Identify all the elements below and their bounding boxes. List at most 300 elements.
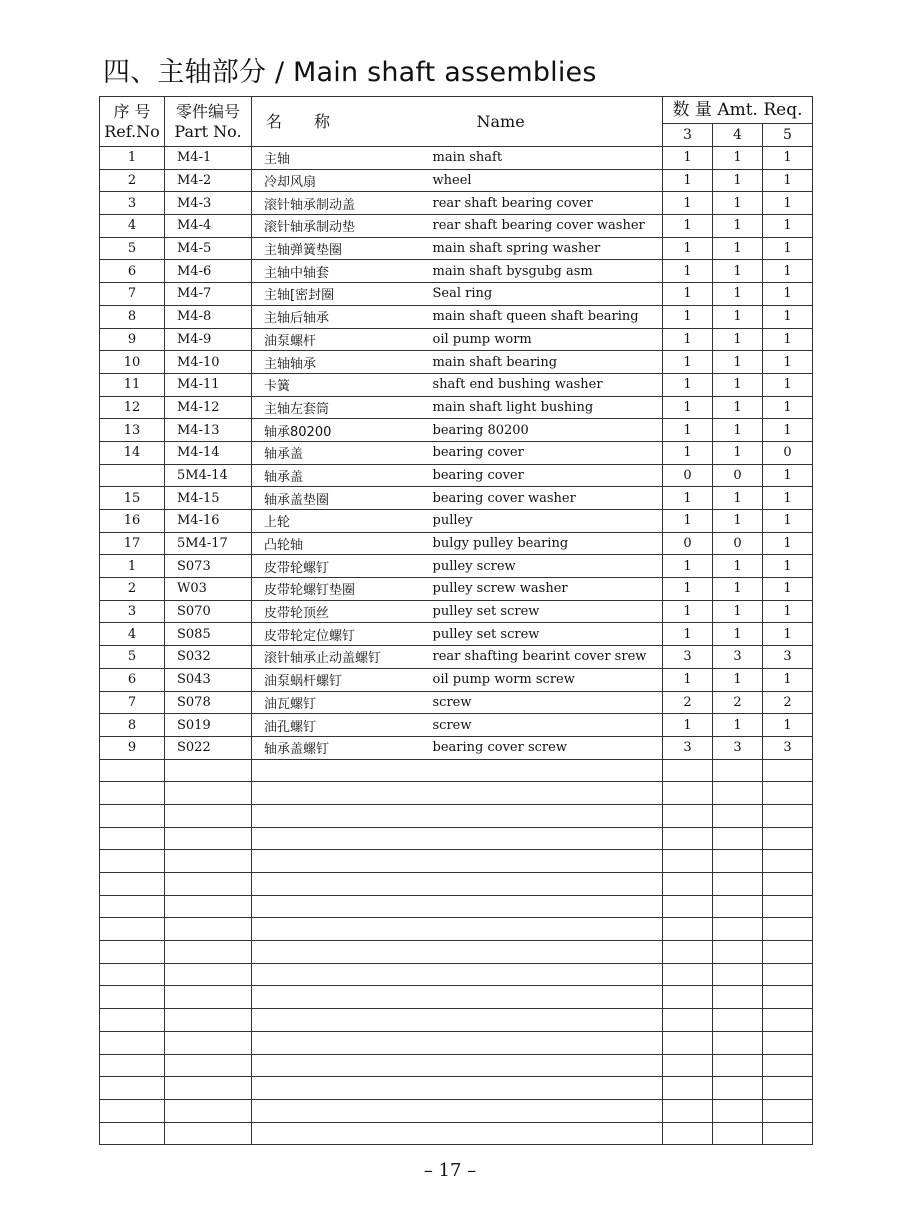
- qty-4-cell: 3: [713, 736, 763, 759]
- name-cn-cell: 滚针轴承制动垫: [252, 215, 427, 238]
- qty-4-cell: [713, 986, 763, 1009]
- ref-no-cell: [100, 963, 165, 986]
- qty-5-cell: [763, 1031, 813, 1054]
- part-no-cell: [165, 804, 252, 827]
- qty-5-cell: 3: [763, 646, 813, 669]
- qty-5-cell: 1: [763, 396, 813, 419]
- qty-5-cell: 1: [763, 668, 813, 691]
- qty-4-cell: [713, 759, 763, 782]
- part-no-cell: S070: [165, 600, 252, 623]
- ref-no-cell: [100, 759, 165, 782]
- qty-4-cell: [713, 1099, 763, 1122]
- qty-5-cell: 1: [763, 578, 813, 601]
- name-en-cell: bearing cover screw: [427, 736, 663, 759]
- ref-no-cell: [100, 464, 165, 487]
- name-cn-cell: [252, 941, 427, 964]
- qty-3-cell: 1: [663, 305, 713, 328]
- qty-4-cell: [713, 850, 763, 873]
- qty-col-header-5: 5: [763, 124, 813, 147]
- name-en-cell: main shaft bysgubg asm: [427, 260, 663, 283]
- name-cn-cell: [252, 1009, 427, 1032]
- part-no-cell: [165, 873, 252, 896]
- part-no-cell: [165, 827, 252, 850]
- qty-4-cell: [713, 895, 763, 918]
- ref-no-cell: 2: [100, 169, 165, 192]
- ref-no-header: [100, 97, 165, 147]
- part-no-cell: [165, 941, 252, 964]
- name-cn-cell: [252, 759, 427, 782]
- name-cn-cell: [252, 986, 427, 1009]
- part-no-cell: M4-15: [165, 487, 252, 510]
- name-cn-cell: 油泵螺杆: [252, 328, 427, 351]
- qty-5-cell: 1: [763, 260, 813, 283]
- ref-no-cell: 8: [100, 714, 165, 737]
- qty-3-cell: [663, 963, 713, 986]
- qty-5-cell: [763, 1054, 813, 1077]
- name-cn-cell: 油泵蜗杆螺钉: [252, 668, 427, 691]
- qty-5-cell: 1: [763, 464, 813, 487]
- qty-4-cell: 1: [713, 237, 763, 260]
- ref-no-cell: 6: [100, 668, 165, 691]
- part-no-cell: M4-13: [165, 419, 252, 442]
- part-no-cell: [165, 782, 252, 805]
- name-cn-header: 名 称: [252, 97, 427, 147]
- qty-5-cell: 1: [763, 237, 813, 260]
- ref-no-cell: [100, 804, 165, 827]
- qty-3-cell: [663, 1009, 713, 1032]
- qty-5-cell: [763, 1122, 813, 1145]
- empty-table-row: [100, 804, 813, 827]
- name-en-cell: [427, 827, 663, 850]
- ref-no-cell: 3: [100, 192, 165, 215]
- table-row: [100, 419, 813, 442]
- table-row: [100, 623, 813, 646]
- name-cn-cell: 皮带轮定位螺钉: [252, 623, 427, 646]
- qty-4-cell: 1: [713, 215, 763, 238]
- qty-3-cell: 1: [663, 215, 713, 238]
- qty-3-cell: 1: [663, 237, 713, 260]
- qty-3-cell: 3: [663, 646, 713, 669]
- part-no-cell: [165, 986, 252, 1009]
- qty-3-cell: 2: [663, 691, 713, 714]
- name-en-cell: [427, 1009, 663, 1032]
- name-en-cell: main shaft bearing: [427, 351, 663, 374]
- empty-table-row: [100, 1099, 813, 1122]
- part-no-header-en: Part No.: [174, 121, 242, 141]
- empty-table-row: [100, 850, 813, 873]
- ref-no-cell: [100, 986, 165, 1009]
- qty-3-cell: 1: [663, 578, 713, 601]
- qty-3-cell: 1: [663, 714, 713, 737]
- ref-no-cell: [100, 1031, 165, 1054]
- name-en-cell: screw: [427, 714, 663, 737]
- ref-no-cell: [100, 895, 165, 918]
- name-en-cell: rear shaft bearing cover washer: [427, 215, 663, 238]
- ref-no-cell: 11: [100, 373, 165, 396]
- empty-table-row: [100, 1009, 813, 1032]
- qty-3-cell: 1: [663, 623, 713, 646]
- table-row: [100, 555, 813, 578]
- name-cn-cell: 主轴弹簧垫圈: [252, 237, 427, 260]
- ref-no-header-cn: 序 号: [113, 101, 151, 121]
- name-cn-cell: [252, 918, 427, 941]
- name-en-cell: [427, 782, 663, 805]
- qty-5-cell: 1: [763, 283, 813, 306]
- name-en-cell: pulley: [427, 510, 663, 533]
- part-no-cell: M4-7: [165, 283, 252, 306]
- name-en-cell: bearing cover: [427, 441, 663, 464]
- part-no-cell: M4-9: [165, 328, 252, 351]
- name-cn-cell: [252, 782, 427, 805]
- empty-table-row: [100, 1031, 813, 1054]
- part-no-cell: M4-12: [165, 396, 252, 419]
- qty-5-cell: [763, 1077, 813, 1100]
- name-cn-cell: 滚针轴承止动盖螺钉: [252, 646, 427, 669]
- qty-5-cell: [763, 941, 813, 964]
- name-cn-cell: 滚针轴承制动盖: [252, 192, 427, 215]
- qty-4-cell: 2: [713, 691, 763, 714]
- name-cn-cell: 皮带轮螺钉: [252, 555, 427, 578]
- part-no-cell: 5M4-14: [165, 464, 252, 487]
- ref-no-cell: 9: [100, 736, 165, 759]
- name-en-cell: [427, 1099, 663, 1122]
- part-no-header: [165, 97, 252, 147]
- qty-5-cell: [763, 986, 813, 1009]
- name-en-cell: bearing 80200: [427, 419, 663, 442]
- name-cn-cell: 主轴中轴套: [252, 260, 427, 283]
- name-en-cell: [427, 1031, 663, 1054]
- qty-col-header-4: 4: [713, 124, 763, 147]
- ref-no-cell: 6: [100, 260, 165, 283]
- qty-5-cell: [763, 1099, 813, 1122]
- part-no-cell: S073: [165, 555, 252, 578]
- part-no-cell: [165, 1122, 252, 1145]
- name-cn-cell: 轴承盖垫圈: [252, 487, 427, 510]
- ref-no-cell: [100, 782, 165, 805]
- qty-3-cell: 3: [663, 736, 713, 759]
- qty-3-cell: [663, 827, 713, 850]
- part-no-cell: S022: [165, 736, 252, 759]
- table-row: [100, 646, 813, 669]
- name-en-cell: [427, 963, 663, 986]
- part-no-cell: M4-6: [165, 260, 252, 283]
- qty-5-cell: 1: [763, 714, 813, 737]
- table-row: [100, 668, 813, 691]
- qty-3-cell: [663, 1099, 713, 1122]
- ref-no-cell: 4: [100, 623, 165, 646]
- name-cn-cell: 轴承盖: [252, 441, 427, 464]
- name-cn-cell: 油孔螺钉: [252, 714, 427, 737]
- ref-no-cell: 14: [100, 441, 165, 464]
- table-row: [100, 351, 813, 374]
- ref-no-cell: [100, 1099, 165, 1122]
- qty-4-cell: 1: [713, 510, 763, 533]
- qty-5-cell: 2: [763, 691, 813, 714]
- table-row: [100, 192, 813, 215]
- name-en-cell: [427, 1054, 663, 1077]
- qty-3-cell: 1: [663, 487, 713, 510]
- qty-3-cell: 1: [663, 328, 713, 351]
- qty-4-cell: 1: [713, 192, 763, 215]
- name-cn-cell: 上轮: [252, 510, 427, 533]
- qty-3-cell: 1: [663, 441, 713, 464]
- name-cn-cell: 轴承盖: [252, 464, 427, 487]
- table-row: [100, 441, 813, 464]
- part-no-cell: M4-1: [165, 147, 252, 170]
- name-en-cell: wheel: [427, 169, 663, 192]
- table-row: [100, 260, 813, 283]
- name-cn-cell: [252, 850, 427, 873]
- qty-5-cell: 1: [763, 510, 813, 533]
- empty-table-row: [100, 963, 813, 986]
- name-en-cell: main shaft spring washer: [427, 237, 663, 260]
- part-no-header-cn: 零件编号: [175, 101, 240, 121]
- qty-3-cell: 1: [663, 260, 713, 283]
- table-row: [100, 464, 813, 487]
- part-no-cell: W03: [165, 578, 252, 601]
- name-cn-cell: 主轴左套筒: [252, 396, 427, 419]
- qty-4-cell: 1: [713, 328, 763, 351]
- qty-5-cell: [763, 850, 813, 873]
- qty-3-cell: [663, 941, 713, 964]
- name-en-header: Name: [427, 97, 663, 147]
- qty-4-cell: [713, 918, 763, 941]
- ref-no-cell: 16: [100, 510, 165, 533]
- qty-4-cell: 1: [713, 351, 763, 374]
- name-cn-cell: [252, 1077, 427, 1100]
- qty-4-cell: [713, 1077, 763, 1100]
- table-row: [100, 532, 813, 555]
- name-en-cell: main shaft light bushing: [427, 396, 663, 419]
- qty-5-cell: [763, 804, 813, 827]
- qty-4-cell: [713, 1031, 763, 1054]
- qty-3-cell: [663, 1077, 713, 1100]
- part-no-cell: M4-8: [165, 305, 252, 328]
- name-en-cell: [427, 759, 663, 782]
- part-no-cell: [165, 895, 252, 918]
- parts-table: [99, 96, 813, 1145]
- table-row: [100, 578, 813, 601]
- page-number: – 17 –: [423, 1160, 477, 1181]
- ref-no-cell: 8: [100, 305, 165, 328]
- name-cn-cell: [252, 895, 427, 918]
- part-no-cell: [165, 759, 252, 782]
- qty-4-cell: 1: [713, 283, 763, 306]
- qty-4-cell: 1: [713, 260, 763, 283]
- ref-no-cell: [100, 1009, 165, 1032]
- ref-no-cell: [100, 850, 165, 873]
- part-no-cell: S019: [165, 714, 252, 737]
- empty-table-row: [100, 986, 813, 1009]
- ref-no-cell: [100, 918, 165, 941]
- table-row: [100, 396, 813, 419]
- table-row: [100, 373, 813, 396]
- qty-5-cell: [763, 918, 813, 941]
- empty-table-row: [100, 759, 813, 782]
- qty-3-cell: [663, 918, 713, 941]
- qty-3-cell: 1: [663, 147, 713, 170]
- part-no-cell: M4-16: [165, 510, 252, 533]
- name-en-cell: [427, 873, 663, 896]
- qty-3-cell: [663, 804, 713, 827]
- empty-table-row: [100, 895, 813, 918]
- qty-5-cell: [763, 895, 813, 918]
- name-cn-cell: [252, 1031, 427, 1054]
- name-en-cell: [427, 804, 663, 827]
- part-no-cell: M4-2: [165, 169, 252, 192]
- qty-3-cell: [663, 895, 713, 918]
- table-row: [100, 283, 813, 306]
- part-no-cell: [165, 1099, 252, 1122]
- qty-4-cell: 1: [713, 147, 763, 170]
- table-row: [100, 305, 813, 328]
- part-no-cell: [165, 850, 252, 873]
- qty-5-cell: [763, 873, 813, 896]
- ref-no-header-en: Ref.No: [104, 121, 160, 141]
- empty-table-row: [100, 1054, 813, 1077]
- ref-no-cell: 4: [100, 215, 165, 238]
- qty-3-cell: 1: [663, 192, 713, 215]
- part-no-cell: [165, 1077, 252, 1100]
- ref-no-cell: 7: [100, 283, 165, 306]
- qty-4-cell: 0: [713, 532, 763, 555]
- name-cn-cell: [252, 1122, 427, 1145]
- qty-5-cell: 1: [763, 215, 813, 238]
- name-en-cell: [427, 1122, 663, 1145]
- qty-3-cell: 1: [663, 373, 713, 396]
- name-cn-cell: 主轴轴承: [252, 351, 427, 374]
- qty-4-cell: [713, 1009, 763, 1032]
- ref-no-cell: [100, 1077, 165, 1100]
- qty-5-cell: 1: [763, 305, 813, 328]
- qty-5-cell: 1: [763, 555, 813, 578]
- qty-5-cell: 0: [763, 441, 813, 464]
- parts-table-body: [100, 147, 813, 1145]
- name-cn-cell: [252, 804, 427, 827]
- qty-3-cell: 1: [663, 396, 713, 419]
- name-en-cell: bearing cover washer: [427, 487, 663, 510]
- name-en-cell: oil pump worm screw: [427, 668, 663, 691]
- name-cn-cell: 凸轮轴: [252, 532, 427, 555]
- name-cn-cell: 卡簧: [252, 373, 427, 396]
- name-en-cell: [427, 850, 663, 873]
- table-row: [100, 510, 813, 533]
- table-row: [100, 736, 813, 759]
- qty-3-cell: 1: [663, 351, 713, 374]
- table-row: [100, 147, 813, 170]
- qty-4-cell: 1: [713, 555, 763, 578]
- name-en-cell: oil pump worm: [427, 328, 663, 351]
- qty-5-cell: 1: [763, 328, 813, 351]
- part-no-cell: [165, 1031, 252, 1054]
- qty-5-cell: [763, 827, 813, 850]
- qty-4-cell: 1: [713, 668, 763, 691]
- part-no-cell: M4-14: [165, 441, 252, 464]
- empty-table-row: [100, 782, 813, 805]
- empty-table-row: [100, 1077, 813, 1100]
- ref-no-cell: 10: [100, 351, 165, 374]
- part-no-cell: [165, 963, 252, 986]
- table-row: [100, 600, 813, 623]
- empty-table-row: [100, 918, 813, 941]
- qty-4-cell: 1: [713, 578, 763, 601]
- part-no-cell: 5M4-17: [165, 532, 252, 555]
- name-en-cell: rear shafting bearint cover srew: [427, 646, 663, 669]
- qty-4-cell: 1: [713, 419, 763, 442]
- name-cn-cell: 轴承盖螺钉: [252, 736, 427, 759]
- qty-4-cell: [713, 941, 763, 964]
- name-en-cell: bulgy pulley bearing: [427, 532, 663, 555]
- name-en-cell: [427, 918, 663, 941]
- name-en-cell: Seal ring: [427, 283, 663, 306]
- qty-5-cell: [763, 759, 813, 782]
- name-en-cell: pulley screw washer: [427, 578, 663, 601]
- name-en-cell: [427, 986, 663, 1009]
- qty-5-cell: 3: [763, 736, 813, 759]
- qty-4-cell: 1: [713, 373, 763, 396]
- ref-no-cell: [100, 1122, 165, 1145]
- ref-no-cell: 1: [100, 147, 165, 170]
- qty-4-cell: [713, 804, 763, 827]
- name-en-cell: [427, 941, 663, 964]
- qty-3-cell: [663, 782, 713, 805]
- qty-3-cell: 1: [663, 169, 713, 192]
- qty-5-cell: 1: [763, 351, 813, 374]
- qty-3-cell: [663, 986, 713, 1009]
- qty-4-cell: 1: [713, 441, 763, 464]
- qty-5-cell: 1: [763, 419, 813, 442]
- name-en-cell: screw: [427, 691, 663, 714]
- name-cn-cell: 皮带轮螺钉垫圈: [252, 578, 427, 601]
- qty-5-cell: 1: [763, 373, 813, 396]
- qty-4-cell: [713, 1054, 763, 1077]
- name-en-cell: shaft end bushing washer: [427, 373, 663, 396]
- empty-table-row: [100, 1122, 813, 1145]
- ref-no-cell: [100, 1054, 165, 1077]
- qty-4-cell: 1: [713, 714, 763, 737]
- part-no-cell: S032: [165, 646, 252, 669]
- quantity-header: 数 量 Amt. Req.: [663, 97, 813, 124]
- qty-3-cell: 1: [663, 600, 713, 623]
- name-en-cell: main shaft: [427, 147, 663, 170]
- qty-3-cell: 1: [663, 510, 713, 533]
- name-cn-cell: 油瓦螺钉: [252, 691, 427, 714]
- name-cn-cell: [252, 873, 427, 896]
- part-no-cell: S043: [165, 668, 252, 691]
- qty-3-cell: [663, 850, 713, 873]
- qty-3-cell: [663, 1054, 713, 1077]
- qty-5-cell: 1: [763, 487, 813, 510]
- qty-3-cell: 1: [663, 419, 713, 442]
- qty-3-cell: 1: [663, 283, 713, 306]
- qty-4-cell: 1: [713, 623, 763, 646]
- table-row: [100, 714, 813, 737]
- ref-no-cell: 17: [100, 532, 165, 555]
- qty-4-cell: [713, 827, 763, 850]
- table-row: [100, 237, 813, 260]
- name-en-cell: pulley screw: [427, 555, 663, 578]
- qty-4-cell: [713, 963, 763, 986]
- name-en-cell: bearing cover: [427, 464, 663, 487]
- qty-3-cell: [663, 1031, 713, 1054]
- name-en-cell: rear shaft bearing cover: [427, 192, 663, 215]
- part-no-cell: S078: [165, 691, 252, 714]
- name-cn-cell: [252, 1099, 427, 1122]
- qty-5-cell: [763, 1009, 813, 1032]
- ref-no-cell: 12: [100, 396, 165, 419]
- part-no-cell: [165, 1009, 252, 1032]
- ref-no-cell: [100, 873, 165, 896]
